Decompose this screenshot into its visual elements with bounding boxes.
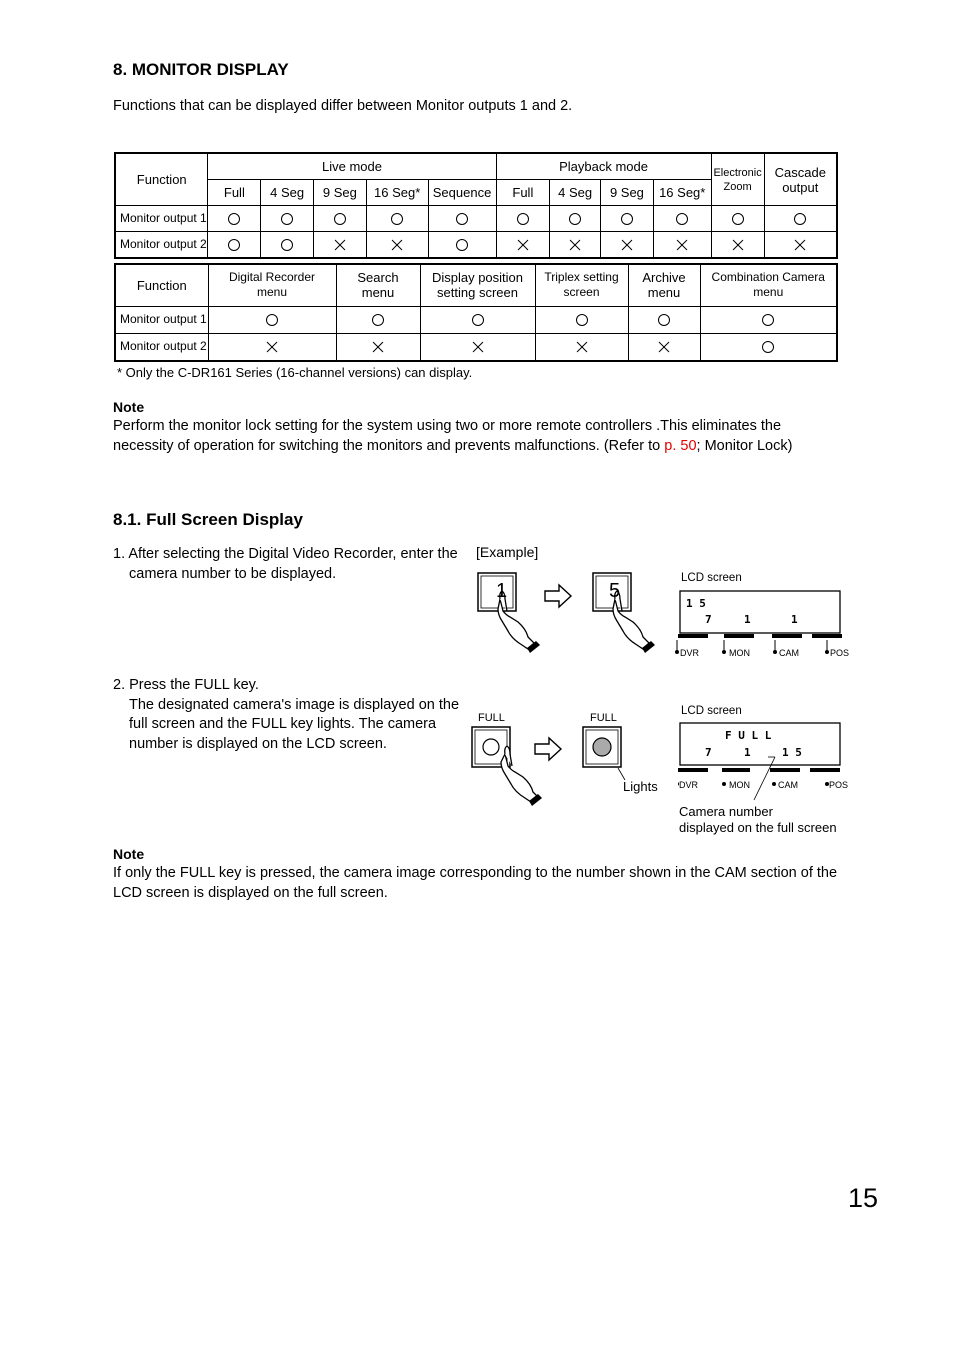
cross-icon (793, 238, 807, 252)
col-archive-menu: Archive menu (628, 264, 700, 306)
table-cell (336, 306, 420, 333)
lcd-screen-label: LCD screen (681, 572, 742, 584)
table-cell (711, 232, 764, 259)
table-cell (496, 206, 550, 232)
key-5-label: 5 (609, 580, 621, 602)
cross-icon (333, 238, 347, 252)
circle-icon (455, 238, 469, 252)
circle-icon (761, 340, 775, 354)
table-cell (628, 333, 700, 361)
note-text: Perform the monitor lock setting for the system using two or more remote controllers .This eliminates the necessity of operation for switching the monitors and prevents malfunctions. (Refer to p. 50; Monitor Lock) (113, 418, 793, 454)
lcd-mon-value: 1 (744, 746, 751, 759)
table-cell (428, 232, 496, 259)
table-cell (711, 206, 764, 232)
table-cell (535, 306, 628, 333)
table-cell (261, 232, 314, 259)
note-heading: Note (113, 399, 145, 415)
arrow-right-icon (545, 585, 571, 607)
circle-icon (620, 212, 634, 226)
camera-number-callout: Camera number displayed on the full screen (679, 804, 837, 835)
full-key-lit (583, 727, 621, 767)
circle-icon (333, 212, 347, 226)
circle-icon (516, 212, 530, 226)
circle-icon (390, 212, 404, 226)
full-key-label-left: FULL (478, 712, 505, 724)
circle-icon (568, 212, 582, 226)
cross-icon (516, 238, 530, 252)
cam-label: CAM (778, 780, 798, 790)
table-cell (764, 232, 837, 259)
section-intro: Functions that can be displayed differ between Monitor outputs 1 and 2. (113, 98, 573, 114)
col-display-position: Display position setting screen (420, 264, 535, 306)
table-cell (700, 333, 837, 361)
cross-icon (265, 340, 279, 354)
note-text: If only the FULL key is pressed, the camera image corresponding to the number shown in the CAM section of the LCD screen is displayed on the full screen. (113, 865, 838, 901)
function-table-2 (114, 263, 838, 362)
full-key-label-right: FULL (590, 712, 617, 724)
col-live-full: Full (208, 180, 261, 206)
table-cell (550, 232, 601, 259)
circle-icon (227, 238, 241, 252)
step-1: 1. After selecting the Digital Video Recorder, enter the camera number to be displayed. (113, 546, 458, 582)
cross-icon (371, 340, 385, 354)
table-cell (601, 206, 654, 232)
table-cell (208, 206, 261, 232)
row-label: Monitor output 1 (115, 306, 208, 333)
table-cell (550, 206, 601, 232)
key-1-label: 1 (496, 580, 508, 602)
table-cell (653, 232, 711, 259)
col-playback-4seg: 4 Seg (550, 180, 601, 206)
mon-label: MON (729, 780, 750, 790)
col-digital-recorder-menu: Digital Recorder menu (208, 264, 336, 306)
col-live-16seg: 16 Seg* (366, 180, 428, 206)
row-label: Monitor output 1 (115, 206, 208, 232)
table-cell (314, 206, 367, 232)
cascade-output-header: Cascade output (764, 153, 837, 206)
col-combination-camera-menu: Combination Camera menu (700, 264, 837, 306)
table-cell (496, 232, 550, 259)
table-cell (764, 206, 837, 232)
page-link[interactable]: p. 50 (664, 437, 697, 454)
step-2: 2. Press the FULL key. The designated camera's image is displayed on the full screen and the FULL key lights. The camera number is displayed on the LCD screen. (113, 677, 460, 752)
col-playback-16seg: 16 Seg* (653, 180, 711, 206)
cross-icon (575, 340, 589, 354)
circle-icon (371, 313, 385, 327)
lights-label: Lights (623, 779, 658, 794)
function-table-1 (114, 152, 838, 259)
footnote: * Only the C-DR161 Series (16-channel versions) can display. (117, 365, 473, 380)
row-label: Monitor output 2 (115, 232, 208, 259)
table-cell (420, 333, 535, 361)
table-cell (420, 306, 535, 333)
cross-icon (675, 238, 689, 252)
circle-icon (227, 212, 241, 226)
circle-icon (675, 212, 689, 226)
cross-icon (657, 340, 671, 354)
lcd-line-1: F U L L (725, 729, 772, 742)
pos-label: POS (829, 780, 849, 790)
cross-icon (620, 238, 634, 252)
table-row (115, 306, 837, 333)
function-header: Function (115, 153, 208, 206)
arrow-right-icon (535, 738, 561, 760)
mon-label: MON (729, 648, 750, 658)
circle-icon (471, 313, 485, 327)
col-live-4seg: 4 Seg (261, 180, 314, 206)
lcd-screen-label: LCD screen (681, 705, 742, 717)
table-cell (366, 232, 428, 259)
dvr-label: DVR (680, 648, 700, 658)
subsection-title: 8.1. Full Screen Display (113, 510, 303, 529)
circle-icon (761, 313, 775, 327)
cross-icon (568, 238, 582, 252)
table-cell (208, 306, 336, 333)
function-header: Function (115, 264, 208, 306)
cross-icon (731, 238, 745, 252)
col-search-menu: Search menu (336, 264, 420, 306)
table-cell (314, 232, 367, 259)
electronic-zoom-header: Electronic Zoom (711, 153, 764, 206)
playback-mode-header: Playback mode (496, 153, 711, 180)
row-label: Monitor output 2 (115, 333, 208, 361)
table-cell (653, 206, 711, 232)
table-cell (700, 306, 837, 333)
table-row (115, 206, 837, 232)
circle-icon (575, 313, 589, 327)
col-playback-full: Full (496, 180, 550, 206)
lcd-cam-value: 1 5 (782, 746, 802, 759)
note-heading: Note (113, 846, 145, 862)
circle-icon (657, 313, 671, 327)
table-cell (208, 333, 336, 361)
live-mode-header: Live mode (208, 153, 496, 180)
circle-icon (731, 212, 745, 226)
table-cell (535, 333, 628, 361)
col-triplex-setting: Triplex setting screen (535, 264, 628, 306)
circle-icon (793, 212, 807, 226)
circle-icon (265, 313, 279, 327)
col-live-sequence: Sequence (428, 180, 496, 206)
hand-icon (501, 746, 542, 806)
lcd-line-1: 1 5 (686, 597, 706, 610)
table-cell (208, 232, 261, 259)
example-label: [Example] (476, 544, 539, 560)
dvr-label: DVR (679, 780, 699, 790)
lcd-dvr-value: 7 (705, 746, 712, 759)
circle-icon (280, 238, 294, 252)
table-cell (336, 333, 420, 361)
lcd-mon-value: 1 (744, 613, 751, 626)
col-live-9seg: 9 Seg (314, 180, 367, 206)
cam-label: CAM (779, 648, 799, 658)
table-row (115, 333, 837, 361)
table-cell (366, 206, 428, 232)
col-playback-9seg: 9 Seg (601, 180, 654, 206)
table-row (115, 232, 837, 259)
section-title: 8. MONITOR DISPLAY (113, 60, 289, 79)
cross-icon (390, 238, 404, 252)
table-cell (628, 306, 700, 333)
circle-icon (280, 212, 294, 226)
cross-icon (471, 340, 485, 354)
lcd-dvr-value: 7 (705, 613, 712, 626)
table-cell (428, 206, 496, 232)
figure-2 (465, 722, 665, 807)
table-cell (601, 232, 654, 259)
circle-icon (455, 212, 469, 226)
page-number: 15 (848, 1183, 879, 1213)
table-cell (261, 206, 314, 232)
lcd-cam-value: 1 (791, 613, 798, 626)
pos-label: POS (830, 648, 850, 658)
